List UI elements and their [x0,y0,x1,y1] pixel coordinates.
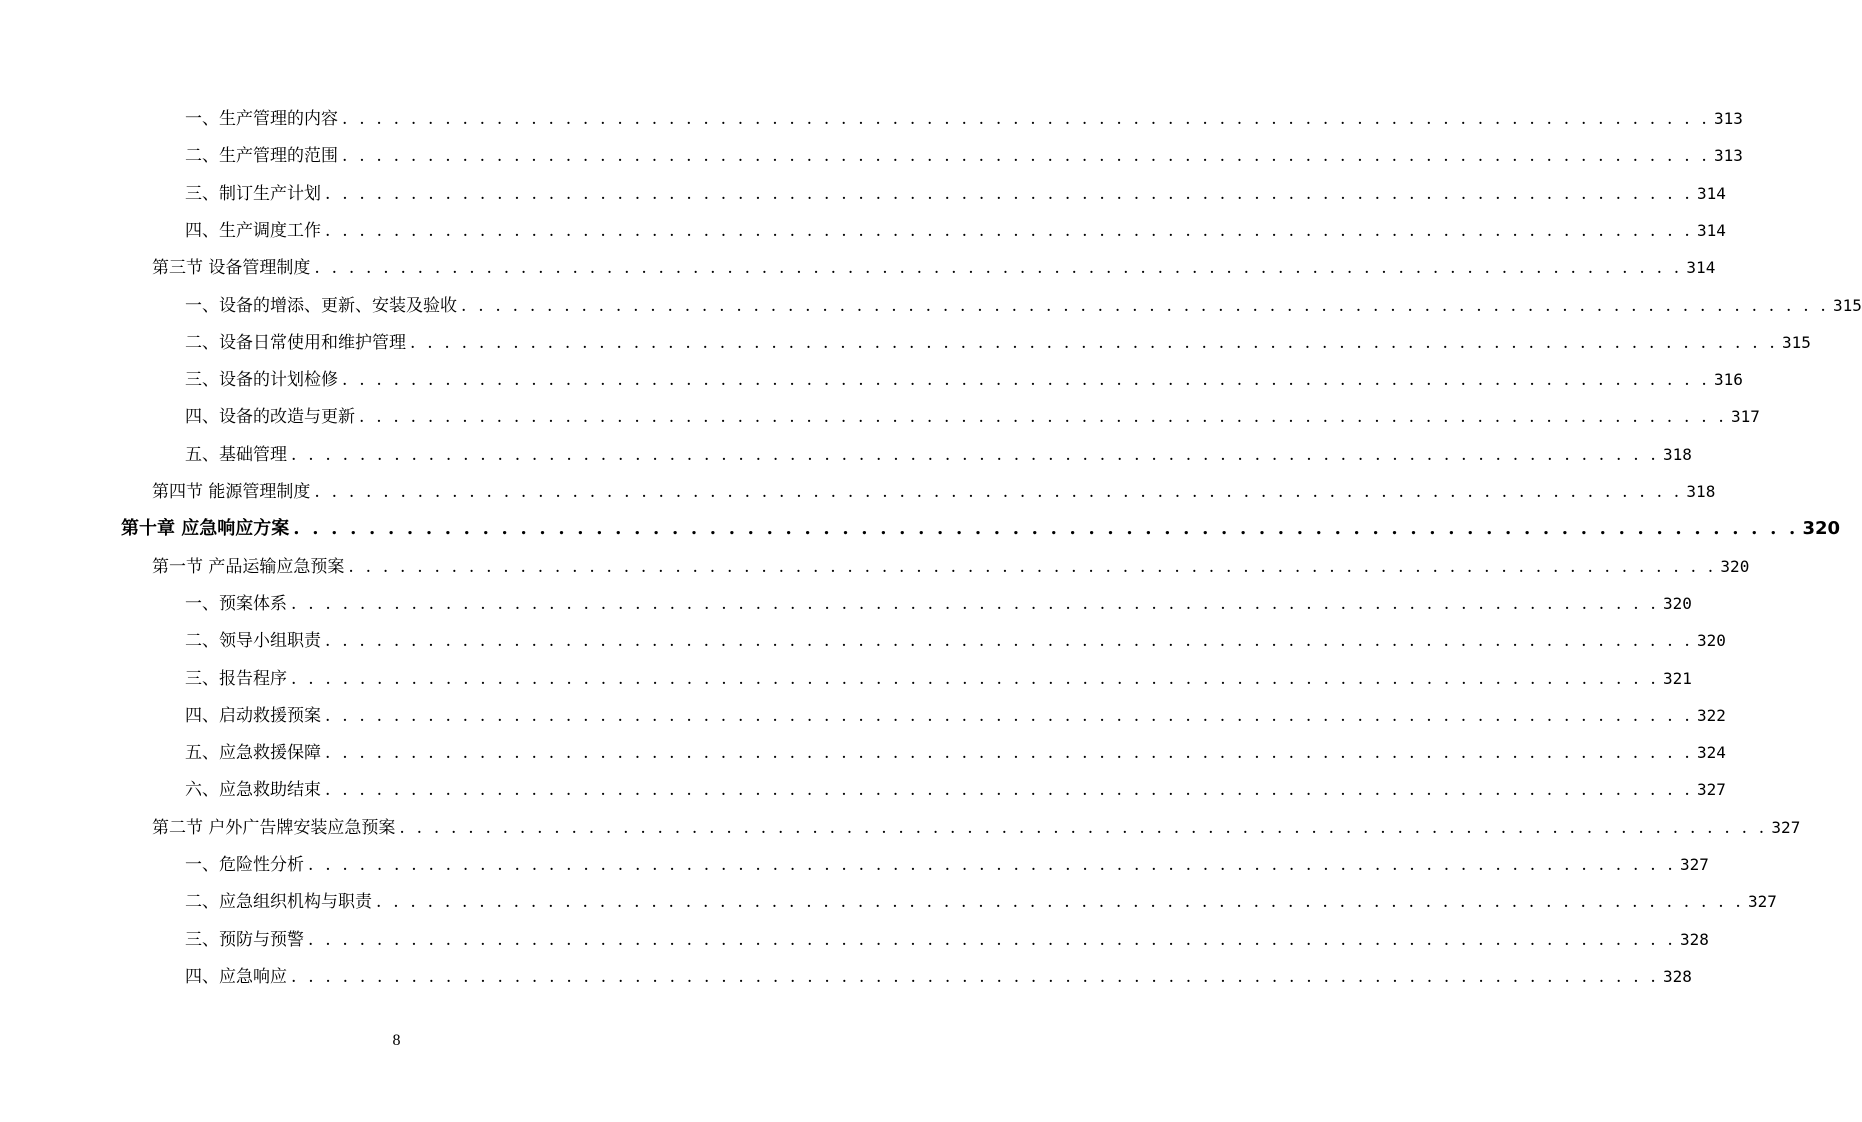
toc-dot-leader: . . . . . . . . . . . . . . . . . . . . . . . . . . . . . . . . . . . . . . . . . . . . . . . . . . . . . . . . . . . . . . . . . . . . . . . . . . . . . . . . [342,146,1711,167]
toc-entry-title: 二、领导小组职责 [185,631,321,652]
toc-entry-page: 328 [1680,929,1709,949]
toc-entry-page: 327 [1748,892,1777,912]
toc-entry-page: 327 [1771,817,1801,837]
toc-entry-title: 五、基础管理 [185,444,287,465]
toc-subsection-entry[interactable] [185,740,1726,766]
toc-section-entry[interactable] [152,255,1716,281]
toc-dot-leader: . . . . . . . . . . . . . . . . . . . . . . . . . . . . . . . . . . . . . . . . . . . . . . . . . . . . . . . . . . . . . . . . . . . . . . . . . . . . . . . . [348,556,1717,577]
toc-entry-page: 322 [1697,705,1726,725]
toc-section-entry[interactable] [152,479,1716,505]
toc-subsection-entry[interactable] [185,404,1760,430]
toc-subsection-entry[interactable] [185,442,1692,468]
toc-entry-page: 316 [1714,370,1743,390]
toc-entry-title: 四、生产调度工作 [185,220,321,241]
toc-dot-leader: . . . . . . . . . . . . . . . . . . . . . . . . . . . . . . . . . . . . . . . . . . . . . . . . . . . . . . . . . . . . . . . . . . . . . . . . . . . . . . . . [325,743,1694,764]
toc-dot-leader: . . . . . . . . . . . . . . . . . . . . . . . . . . . . . . . . . . . . . . . . . . . . . . . . . . . . . . . . . . . . . . . . . . . . . . . . . . . . . . . . [308,855,1677,875]
toc-dot-leader: . . . . . . . . . . . . . . . . . . . . . . . . . . . . . . . . . . . . . . . . . . . . . . . . . . . . . . . . . . . . . . . . . . . . . . . . . . . . . . . . [325,780,1694,801]
toc-entry-page: 314 [1686,258,1716,278]
toc-entry-page: 320 [1697,631,1726,651]
toc-dot-leader: . . . . . . . . . . . . . . . . . . . . . . . . . . . . . . . . . . . . . . . . . . . . . . . . . . . . . . . . . . . . . . . . . . . . . . . . . . . . . . . . [325,705,1694,726]
toc-entry-page: 315 [1782,332,1811,352]
page-number: 8 [392,1032,401,1049]
toc-entry-title: 五、应急救援保障 [185,743,321,764]
toc-entry-title: 一、危险性分析 [185,855,304,875]
toc-entry-title: 四、启动救援预案 [185,705,321,726]
toc-entry-title: 第三节 设备管理制度 [152,258,311,279]
toc-entry-page: 320 [1720,556,1750,576]
toc-entry-title: 一、生产管理的内容 [185,109,338,129]
toc-dot-leader: . . . . . . . . . . . . . . . . . . . . . . . . . . . . . . . . . . . . . . . . . . . . . . . . . . . . . . . . . . . . . . . . . . . . . . . . . . . . . . . . [291,444,1660,465]
toc-subsection-entry[interactable] [185,218,1726,244]
toc-subsection-entry[interactable] [185,591,1692,617]
toc-dot-leader: . . . . . . . . . . . . . . . . . . . . . . . . . . . . . . . . . . . . . . . . . . . . . . . . . . . . . . . . . . . . . . . . . . . . . . . . . . . . . . . . [399,817,1768,838]
toc-entry-title: 三、报告程序 [185,668,287,689]
toc-dot-leader: . . . . . . . . . . . . . . . . . . . . . . . . . . . . . . . . . . . . . . . . . . . . . . . . . . . . . . . . . . . . . . . . . . . . . . . . . . . . . . . . [291,593,1660,614]
toc-dot-leader: . . . . . . . . . . . . . . . . . . . . . . . . . . . . . . . . . . . . . . . . . . . . . . . . . . . . . . . . . . . . . . . . . . . . . . . . . . . . . . . . [325,631,1694,652]
toc-subsection-entry[interactable] [185,927,1709,953]
toc-subsection-entry[interactable] [185,777,1726,803]
toc-subsection-entry[interactable] [185,628,1726,654]
toc-entry-title: 第一节 产品运输应急预案 [152,556,345,577]
toc-entry-title: 第二节 户外广告牌安装应急预案 [152,817,396,838]
toc-subsection-entry[interactable] [185,330,1811,356]
toc-entry-page: 320 [1663,593,1692,613]
toc-chapter-entry[interactable] [121,516,1841,542]
toc-subsection-entry[interactable] [185,666,1692,692]
toc-dot-leader: . . . . . . . . . . . . . . . . . . . . . . . . . . . . . . . . . . . . . . . . . . . . . . . . . . . . . . . . . . . . . . . . . . . . . . . . . . . . . . . . [325,220,1694,241]
toc-entry-title: 第四节 能源管理制度 [152,482,311,502]
toc-dot-leader: . . . . . . . . . . . . . . . . . . . . . . . . . . . . . . . . . . . . . . . . . . . . . . . . . . . . . . . . . . . . . . . . . . . . . . . . . . . . . . . . [293,518,1799,540]
toc-entry-page: 324 [1697,743,1726,763]
toc-entry-title: 四、设备的改造与更新 [185,407,355,428]
toc-subsection-entry[interactable] [185,143,1743,169]
toc-entry-title: 一、预案体系 [185,593,287,614]
toc-entry-page: 321 [1663,668,1692,688]
toc-entry-page: 315 [1833,295,1862,315]
toc-section-entry[interactable] [152,554,1750,580]
toc-subsection-entry[interactable] [185,703,1726,729]
toc-entry-title: 六、应急救助结束 [185,780,321,801]
toc-entry-page: 327 [1680,855,1709,874]
toc-entry-page: 314 [1697,220,1726,240]
toc-dot-leader: . . . . . . . . . . . . . . . . . . . . . . . . . . . . . . . . . . . . . . . . . . . . . . . . . . . . . . . . . . . . . . . . . . . . . . . . . . . . . . . . [376,892,1745,913]
toc-entry-page: 318 [1686,482,1716,501]
toc-entry-title: 二、应急组织机构与职责 [185,892,372,913]
toc-entry-page: 317 [1731,407,1760,427]
toc-entry-page: 318 [1663,444,1692,464]
toc-entry-title: 四、应急响应 [185,966,287,987]
toc-dot-leader: . . . . . . . . . . . . . . . . . . . . . . . . . . . . . . . . . . . . . . . . . . . . . . . . . . . . . . . . . . . . . . . . . . . . . . . . . . . . . . . . [314,258,1683,279]
toc-section-entry[interactable] [152,815,1801,841]
toc-dot-leader: . . . . . . . . . . . . . . . . . . . . . . . . . . . . . . . . . . . . . . . . . . . . . . . . . . . . . . . . . . . . . . . . . . . . . . . . . . . . . . . . [342,109,1711,129]
toc-dot-leader: . . . . . . . . . . . . . . . . . . . . . . . . . . . . . . . . . . . . . . . . . . . . . . . . . . . . . . . . . . . . . . . . . . . . . . . . . . . . . . . . [461,295,1830,316]
toc-dot-leader: . . . . . . . . . . . . . . . . . . . . . . . . . . . . . . . . . . . . . . . . . . . . . . . . . . . . . . . . . . . . . . . . . . . . . . . . . . . . . . . . [325,183,1694,204]
toc-entry-title: 二、设备日常使用和维护管理 [185,332,406,353]
toc-dot-leader: . . . . . . . . . . . . . . . . . . . . . . . . . . . . . . . . . . . . . . . . . . . . . . . . . . . . . . . . . . . . . . . . . . . . . . . . . . . . . . . . [342,370,1711,391]
toc-entry-page: 328 [1663,966,1692,986]
toc-subsection-entry[interactable] [185,293,1862,319]
toc-entry-page: 313 [1714,109,1743,128]
toc-subsection-entry[interactable] [185,889,1777,915]
toc-entry-title: 一、设备的增添、更新、安装及验收 [185,295,457,316]
toc-dot-leader: . . . . . . . . . . . . . . . . . . . . . . . . . . . . . . . . . . . . . . . . . . . . . . . . . . . . . . . . . . . . . . . . . . . . . . . . . . . . . . . . [314,482,1683,502]
toc-dot-leader: . . . . . . . . . . . . . . . . . . . . . . . . . . . . . . . . . . . . . . . . . . . . . . . . . . . . . . . . . . . . . . . . . . . . . . . . . . . . . . . . [410,332,1779,353]
toc-subsection-entry[interactable] [185,964,1692,990]
toc-subsection-entry[interactable] [185,106,1743,132]
toc-dot-leader: . . . . . . . . . . . . . . . . . . . . . . . . . . . . . . . . . . . . . . . . . . . . . . . . . . . . . . . . . . . . . . . . . . . . . . . . . . . . . . . . [359,407,1728,428]
toc-entry-page: 313 [1714,146,1743,166]
toc-entry-page: 314 [1697,183,1726,203]
toc-subsection-entry[interactable] [185,367,1743,393]
toc-entry-page: 320 [1802,518,1841,540]
toc-dot-leader: . . . . . . . . . . . . . . . . . . . . . . . . . . . . . . . . . . . . . . . . . . . . . . . . . . . . . . . . . . . . . . . . . . . . . . . . . . . . . . . . [291,966,1660,987]
toc-dot-leader: . . . . . . . . . . . . . . . . . . . . . . . . . . . . . . . . . . . . . . . . . . . . . . . . . . . . . . . . . . . . . . . . . . . . . . . . . . . . . . . . [291,668,1660,689]
toc-entry-title: 第十章 应急响应方案 [121,518,290,540]
toc-entry-title: 二、生产管理的范围 [185,146,338,167]
toc-entry-page: 327 [1697,780,1726,800]
toc-dot-leader: . . . . . . . . . . . . . . . . . . . . . . . . . . . . . . . . . . . . . . . . . . . . . . . . . . . . . . . . . . . . . . . . . . . . . . . . . . . . . . . . [308,929,1677,950]
toc-entry-title: 三、制订生产计划 [185,183,321,204]
toc-subsection-entry[interactable] [185,852,1709,878]
toc-subsection-entry[interactable] [185,181,1726,207]
toc-entry-title: 三、设备的计划检修 [185,370,338,391]
toc-entry-title: 三、预防与预警 [185,929,304,950]
